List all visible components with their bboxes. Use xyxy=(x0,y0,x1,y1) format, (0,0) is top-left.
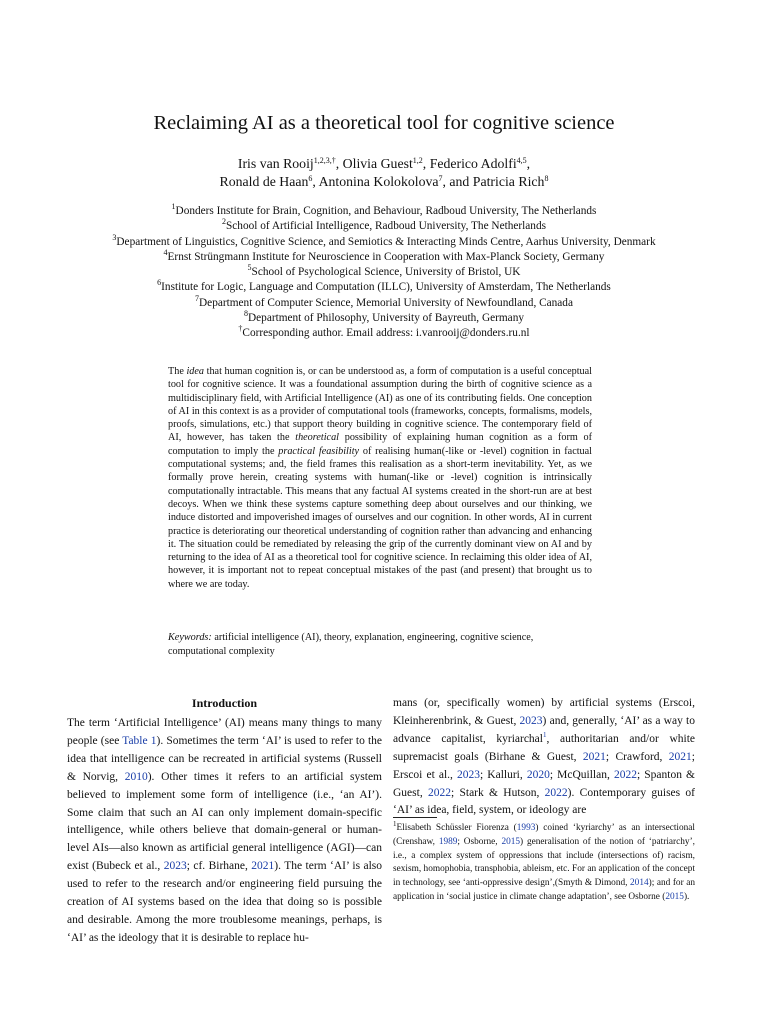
affiliation-item xyxy=(0,265,768,280)
affiliation-text: Department of Philosophy, University of Bayreuth, Germany xyxy=(248,312,524,325)
author-name: Antonina Kolokolova xyxy=(318,174,439,189)
footnote-text: Elisabeth Schüssler Fiorenza ( xyxy=(396,823,517,833)
author-sep: , xyxy=(422,156,430,171)
author-sep: , and xyxy=(442,174,473,189)
body-text: ) and, generally, ‘AI’ as a way to advance capitalist, kyriarchal xyxy=(393,714,696,745)
citation-link[interactable]: 2023 xyxy=(457,768,481,781)
author-sep: , xyxy=(526,156,531,171)
author-affil-sup: 6 xyxy=(308,174,313,183)
author-name: Olivia Guest xyxy=(342,156,413,171)
affiliation-item xyxy=(0,204,768,219)
affiliation-text: School of Psychological Science, University of Bristol, UK xyxy=(251,266,521,279)
body-text: ). Other times it refers to an artificial system believed to implement some form of intelligence (i.e., ‘an AI’). Some claim that such an AI can only implement domain-specific intelligence, while others believe that domain-general or human-level AIs—also known as artificial general intelligence (AGI)—can exist (Bubeck et al., xyxy=(67,770,383,873)
citation-link[interactable]: 2023 xyxy=(163,860,187,873)
body-text: ; Kalluri, xyxy=(480,768,527,781)
citation-link[interactable]: 1989 xyxy=(438,836,458,847)
author-sep: , xyxy=(312,174,319,189)
footnote-text: ); and for an application in ‘social justice in climate change adaptation’, see Osborne ( xyxy=(393,878,695,902)
abstract xyxy=(168,365,592,591)
affiliation-sup: 7 xyxy=(195,293,200,303)
affiliation-sup: 6 xyxy=(157,278,162,288)
citation-link[interactable]: 2021 xyxy=(582,750,606,763)
affiliation-text: Department of Linguistics, Cognitive Science, and Semiotics & Interacting Minds Centre, Aarhus University, Denmark xyxy=(116,235,656,248)
body-text: ; Crawford, xyxy=(605,750,669,763)
affiliation-text: Department of Computer Science, Memorial University of Newfoundland, Canada xyxy=(199,296,573,309)
footnote-text: ) coined ‘kyriarchy’ as an intersectional (Crenshaw, xyxy=(393,823,695,847)
footnote-divider xyxy=(393,817,437,818)
citation-link[interactable]: 1993 xyxy=(516,823,536,833)
affiliation-text: School of Artificial Intelligence, Radboud University, The Netherlands xyxy=(226,220,546,233)
affiliation-item xyxy=(0,311,768,326)
author-affil-sup: 7 xyxy=(438,174,443,183)
footnote-text: ; Osborne, xyxy=(457,836,502,847)
citation-link[interactable]: 2014 xyxy=(630,878,649,889)
affiliation-text: Donders Institute for Brain, Cognition, and Behaviour, Radboud University, The Netherlands xyxy=(175,205,597,217)
citation-link[interactable]: 2015 xyxy=(665,891,684,902)
abstract-emphasis: practical feasibility xyxy=(278,445,360,457)
affiliation-text: Ernst Strüngmann Institute for Neuroscience in Cooperation with Max-Planck Society, Germany xyxy=(167,250,605,263)
abstract-text: The xyxy=(168,366,187,377)
affiliation-item xyxy=(0,232,768,250)
body-text: ). Contemporary guises of ‘AI’ as idea, field, system, or ideology are xyxy=(393,786,695,817)
body-text: ; Spanton & Guest, xyxy=(393,768,695,799)
body-text: mans (or, specifically women) by artificial systems (Erscoi, Kleinherenbrink, & Guest, xyxy=(393,697,695,727)
table-reference-link[interactable]: Table 1 xyxy=(122,734,157,747)
affiliation-item xyxy=(0,247,768,265)
citation-link[interactable]: 2015 xyxy=(501,836,521,847)
keywords-text: artificial intelligence (AI), theory, explanation, engineering, cognitive science, computational complexity xyxy=(168,632,534,657)
affiliation-sup: † xyxy=(238,324,243,334)
body-column-right xyxy=(393,695,695,820)
citation-link[interactable]: 2023 xyxy=(519,714,543,727)
section-heading-introduction: Introduction xyxy=(191,696,258,710)
body-text: The term ‘Artificial Intelligence’ (AI) means many things to many people (see xyxy=(67,717,382,747)
author-line-2 xyxy=(0,173,768,191)
abstract-text: possibility of explaining human cognition as a form of computation to imply the xyxy=(168,432,592,457)
author-sep: , xyxy=(335,156,343,171)
author-affil-sup: 4,5 xyxy=(516,156,527,165)
affiliation-text: Corresponding author. Email address: i.vanrooij@donders.ru.nl xyxy=(242,327,530,340)
affiliation-item xyxy=(0,326,768,341)
author-affil-sup: 8 xyxy=(544,174,549,183)
citation-link[interactable]: 2022 xyxy=(613,768,637,781)
body-text: ). The term ‘AI’ is also used to refer to the research and/or engineering field pursuing the creation of AI systems based on the idea that doing so is possible and desirable. Among the more troublesome meanings, perhaps, is ‘AI’ as the ideology that it is desirable to replace hu- xyxy=(67,860,382,944)
citation-link[interactable]: 2010 xyxy=(124,770,148,783)
affiliation-sup: 5 xyxy=(247,263,252,273)
footnote-number: 1 xyxy=(393,820,397,828)
affiliation-sup: 4 xyxy=(163,247,168,257)
keywords xyxy=(168,631,592,659)
author-affil-sup: 1,2 xyxy=(412,156,423,165)
author-list xyxy=(0,155,768,191)
affiliation-sup: 8 xyxy=(244,309,248,319)
abstract-emphasis: idea xyxy=(186,366,205,377)
body-text: , authoritarian and/or white supremacist goals (Birhane & Guest, xyxy=(393,732,695,763)
author-name: Ronald de Haan xyxy=(219,174,309,189)
affiliation-sup: 1 xyxy=(171,202,176,211)
citation-link[interactable]: 2021 xyxy=(251,860,275,873)
author-name: Federico Adolfi xyxy=(429,156,517,171)
author-name: Patricia Rich xyxy=(472,174,545,189)
body-text: ; Stark & Hutson, xyxy=(451,786,545,799)
abstract-text: that human cognition is, or can be understood as, a form of computation is a useful conceptual tool for cognitive science. It was a foundational assumption during the birth of cognitive science as a multidisciplinary field, with Artificial Intelligence (AI) as one of its contributing fields. One conception of AI in this context is as a provider of computational tools (frameworks, concepts, formalisms, models, proofs, simulations, etc.) that support theory building in cognitive science. The contemporary field of AI, however, has taken the xyxy=(168,366,592,444)
footnote-ref-link[interactable]: 1 xyxy=(542,730,547,739)
body-text: ; McQuillan, xyxy=(549,768,614,781)
body-text: ; cf. Birhane, xyxy=(186,860,252,873)
citation-link[interactable]: 2022 xyxy=(428,786,451,799)
footnote-text: ) generalisation of the notion of ‘patriarchy’, i.e., a complex system of oppressions that include (intersections of) racism, sexism, homophobia, transphobia, ableism, etc. For an application of the concept in technology, see ‘anti-oppressive design’,(Smyth & Dimond, xyxy=(393,836,695,889)
author-affil-sup: 1,2,3,† xyxy=(313,156,336,165)
footnote xyxy=(393,822,695,905)
citation-link[interactable]: 2021 xyxy=(668,750,692,763)
citation-link[interactable]: 2020 xyxy=(526,768,550,781)
keywords-label: Keywords: xyxy=(168,632,212,643)
body-text: ). Sometimes the term ‘AI’ is used to refer to the idea that intelligence can be recreated in artificial systems (Russell & Norvig, xyxy=(67,734,382,783)
paper-title: Reclaiming AI as a theoretical tool for cognitive science xyxy=(153,112,615,134)
affiliation-item xyxy=(0,280,768,295)
affiliation-sup: 2 xyxy=(222,217,226,227)
abstract-text: of realising human(-like or -level) cognition in factual computational systems; and, the field frames this realisation as a short-term inevitability. Yet, as we formally prove herein, creating systems with human(-like or -level) cognition is intrinsically computationally intractable. This means that any factual AI systems created in the short-run are at best decoys. When we think these systems capture something deep about ourselves and our thinking, we induce distorted and impoverished images of ourselves and our cognition. In other words, AI in current practice is deteriorating our theoretical understanding of cognition rather than advancing and enhancing it. The situation could be remediated by releasing the grip of the currently dominant view on AI and by returning to the idea of AI as a theoretical tool for cognitive science. In reclaiming this older idea of AI, however, it is important not to repeat conceptual mistakes of the past (and present) that brought us to where we are today. xyxy=(168,445,592,590)
author-line-1 xyxy=(0,155,768,173)
affiliation-list xyxy=(0,204,768,342)
footnote-text: ). xyxy=(683,891,690,902)
body-text: ; Erscoi et al., xyxy=(393,750,695,781)
affiliation-sup: 3 xyxy=(112,232,117,242)
affiliation-text: Institute for Logic, Language and Computation (ILLC), University of Amsterdam, The Netherlands xyxy=(161,281,611,294)
author-name: Iris van Rooij xyxy=(237,156,314,171)
affiliation-item xyxy=(0,293,768,311)
body-column-left xyxy=(67,715,382,948)
abstract-emphasis: theoretical xyxy=(295,432,339,444)
citation-link[interactable]: 2022 xyxy=(544,786,568,799)
